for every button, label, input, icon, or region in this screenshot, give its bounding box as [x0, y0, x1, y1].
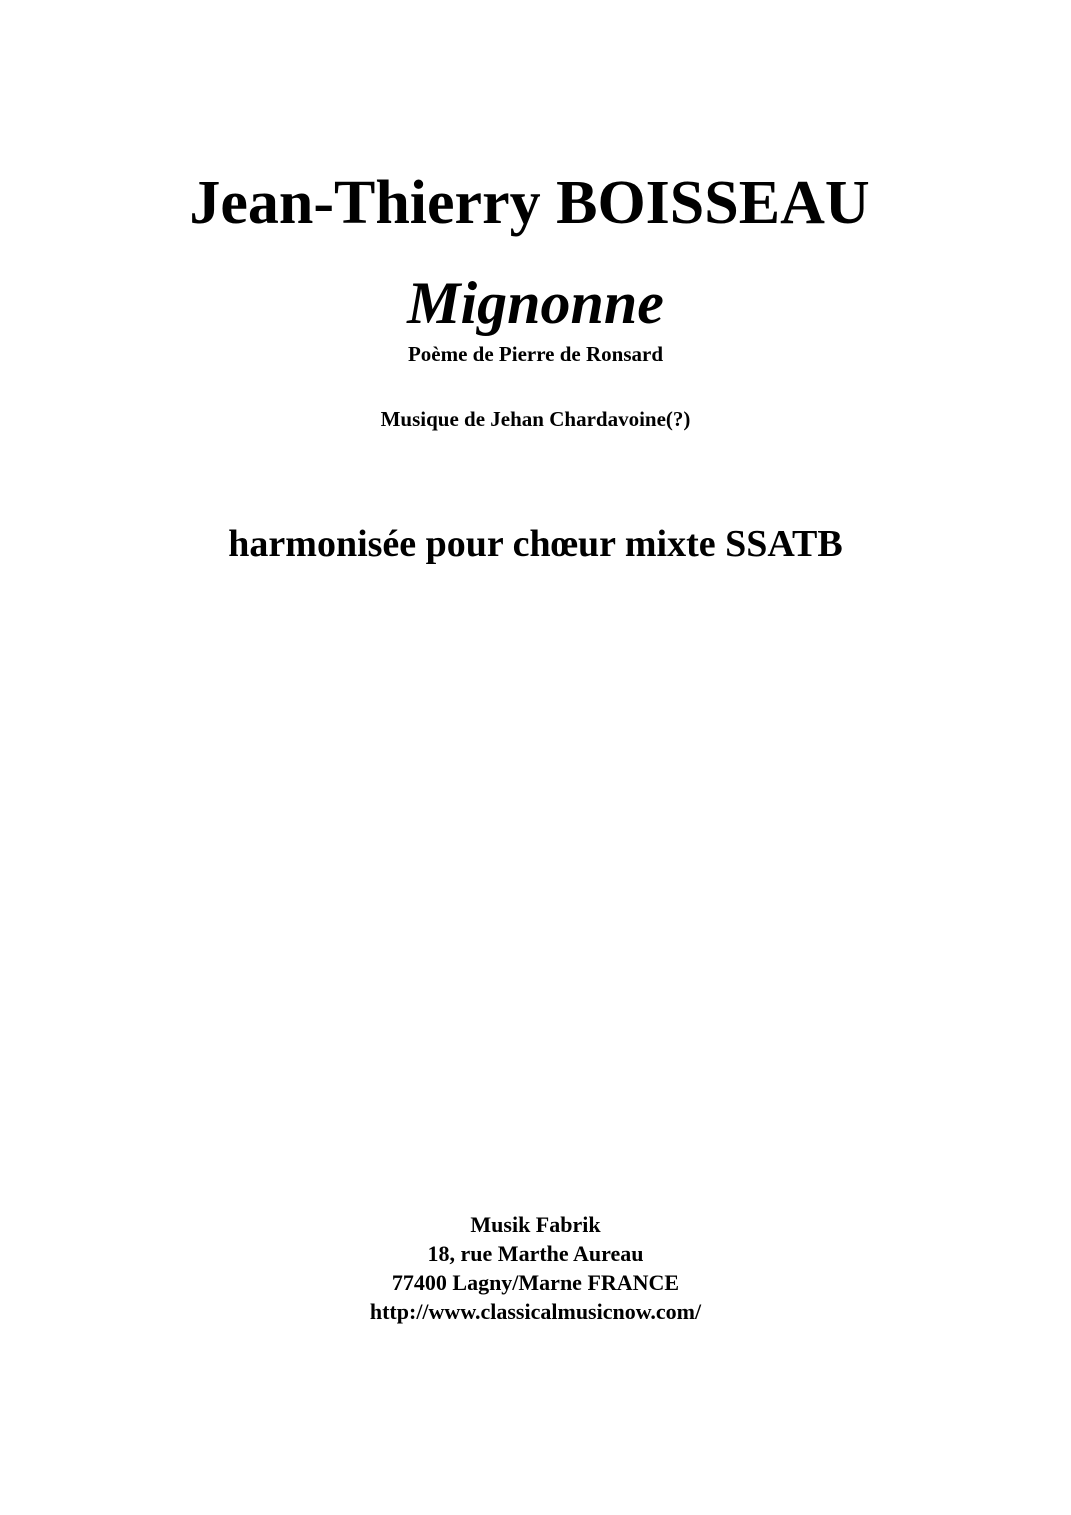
poem-credit: Poème de Pierre de Ronsard — [407, 342, 664, 366]
composer-name: Jean-Thierry BOISSEAU — [189, 169, 870, 237]
publisher-address-line2: 77400 Lagny/Marne FRANCE — [391, 1270, 680, 1295]
arrangement-subtitle: harmonisée pour chœur mixte SSATB — [228, 523, 843, 565]
music-credit: Musique de Jehan Chardavoine(?) — [380, 407, 691, 431]
work-title: Mignonne — [407, 270, 664, 336]
publisher-address-line1: 18, rue Marthe Aureau — [427, 1241, 644, 1266]
publisher-url: http://www.classicalmusicnow.com/ — [369, 1299, 702, 1324]
publisher-name: Musik Fabrik — [470, 1212, 601, 1237]
